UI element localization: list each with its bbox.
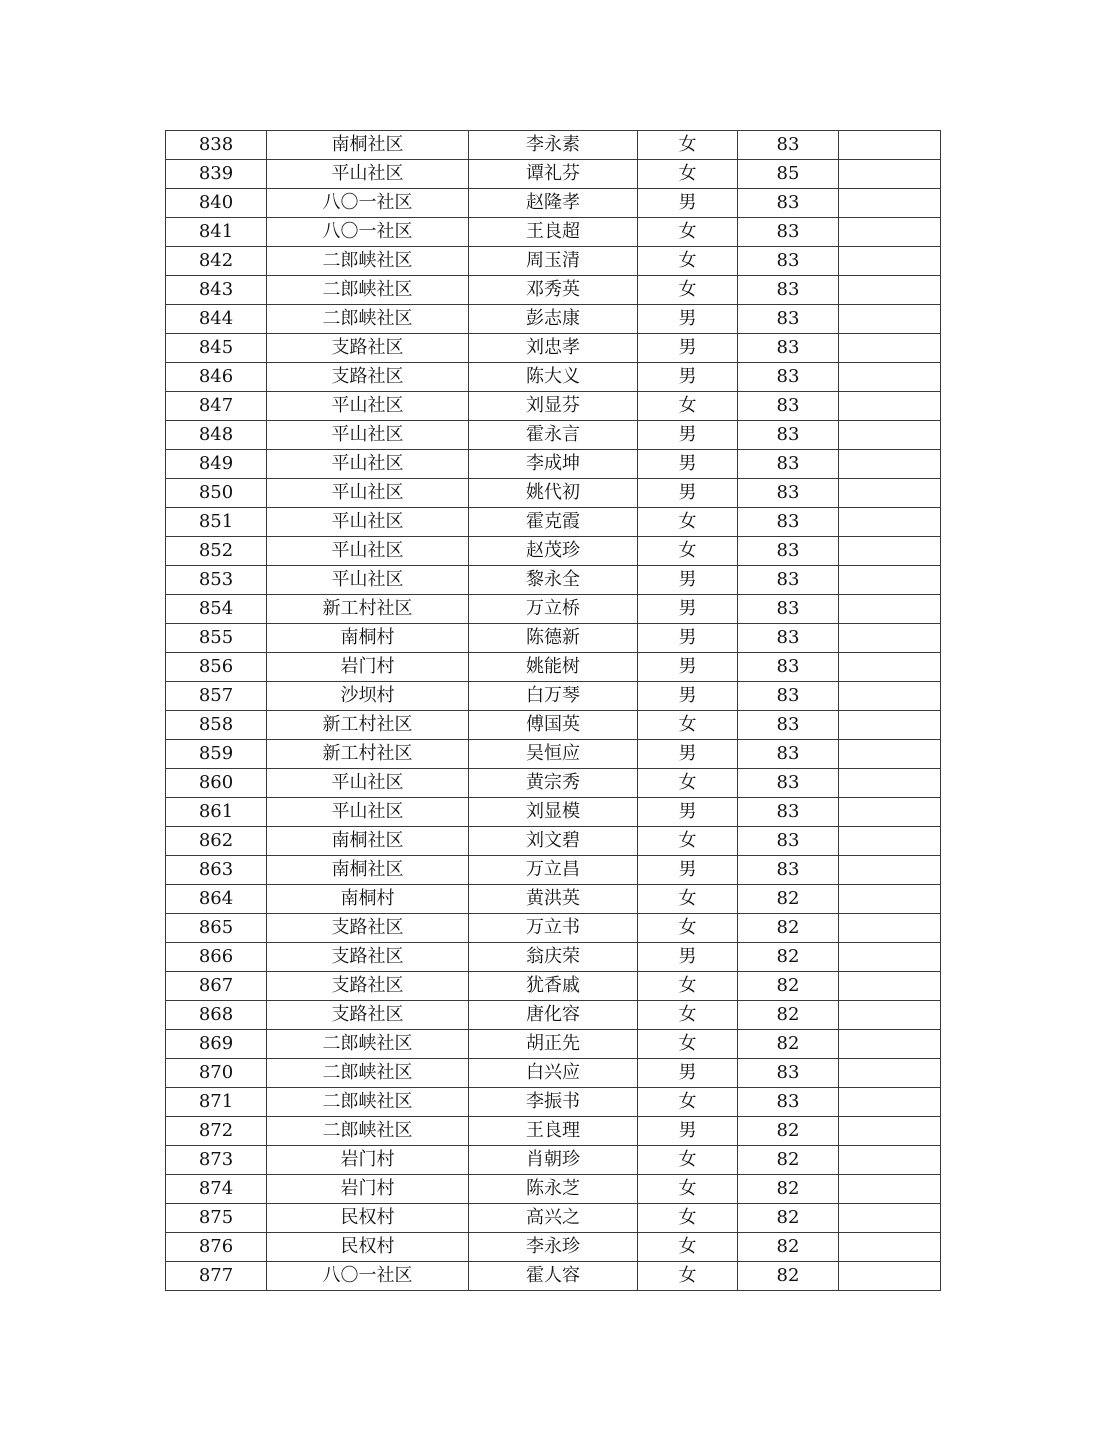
age-cell: 83 — [738, 131, 839, 160]
row-number-cell: 853 — [166, 566, 267, 595]
age-cell: 83 — [738, 334, 839, 363]
table-row — [166, 537, 941, 566]
community-cell: 平山社区 — [267, 392, 469, 421]
community-cell: 南桐村 — [267, 885, 469, 914]
table-row — [166, 798, 941, 827]
table-row — [166, 218, 941, 247]
age-cell: 83 — [738, 740, 839, 769]
gender-cell: 男 — [638, 682, 738, 711]
community-cell: 平山社区 — [267, 508, 469, 537]
table-row — [166, 1030, 941, 1059]
note-cell — [839, 218, 941, 247]
age-cell: 83 — [738, 595, 839, 624]
gender-cell: 男 — [638, 450, 738, 479]
row-number-cell: 841 — [166, 218, 267, 247]
table-row — [166, 160, 941, 189]
gender-cell: 男 — [638, 421, 738, 450]
name-cell: 傅国英 — [469, 711, 638, 740]
note-cell — [839, 450, 941, 479]
community-cell: 平山社区 — [267, 450, 469, 479]
note-cell — [839, 392, 941, 421]
note-cell — [839, 798, 941, 827]
community-cell: 二郎峡社区 — [267, 1117, 469, 1146]
note-cell — [839, 1146, 941, 1175]
gender-cell: 女 — [638, 1146, 738, 1175]
table-row — [166, 1233, 941, 1262]
note-cell — [839, 334, 941, 363]
age-cell: 83 — [738, 508, 839, 537]
row-number-cell: 875 — [166, 1204, 267, 1233]
name-cell: 高兴之 — [469, 1204, 638, 1233]
gender-cell: 女 — [638, 1204, 738, 1233]
table-row — [166, 682, 941, 711]
row-number-cell: 851 — [166, 508, 267, 537]
age-cell: 83 — [738, 218, 839, 247]
table-row — [166, 595, 941, 624]
row-number-cell: 871 — [166, 1088, 267, 1117]
note-cell — [839, 1117, 941, 1146]
community-cell: 南桐社区 — [267, 827, 469, 856]
note-cell — [839, 1001, 941, 1030]
name-cell: 黄宗秀 — [469, 769, 638, 798]
table-row — [166, 363, 941, 392]
note-cell — [839, 1204, 941, 1233]
age-cell: 83 — [738, 479, 839, 508]
note-cell — [839, 769, 941, 798]
gender-cell: 女 — [638, 1001, 738, 1030]
name-cell: 犹香戚 — [469, 972, 638, 1001]
row-number-cell: 840 — [166, 189, 267, 218]
community-cell: 支路社区 — [267, 943, 469, 972]
name-cell: 刘显模 — [469, 798, 638, 827]
row-number-cell: 872 — [166, 1117, 267, 1146]
name-cell: 王良超 — [469, 218, 638, 247]
age-cell: 82 — [738, 1175, 839, 1204]
age-cell: 82 — [738, 1233, 839, 1262]
age-cell: 83 — [738, 392, 839, 421]
note-cell — [839, 943, 941, 972]
gender-cell: 男 — [638, 856, 738, 885]
note-cell — [839, 856, 941, 885]
community-cell: 岩门村 — [267, 1146, 469, 1175]
row-number-cell: 838 — [166, 131, 267, 160]
note-cell — [839, 566, 941, 595]
table-row — [166, 1262, 941, 1291]
community-cell: 新工村社区 — [267, 740, 469, 769]
table-row — [166, 711, 941, 740]
gender-cell: 女 — [638, 160, 738, 189]
community-cell: 支路社区 — [267, 914, 469, 943]
name-cell: 唐化容 — [469, 1001, 638, 1030]
name-cell: 王良理 — [469, 1117, 638, 1146]
table-row — [166, 479, 941, 508]
gender-cell: 男 — [638, 305, 738, 334]
gender-cell: 女 — [638, 711, 738, 740]
age-cell: 82 — [738, 885, 839, 914]
table-row — [166, 856, 941, 885]
age-cell: 83 — [738, 305, 839, 334]
age-cell: 82 — [738, 972, 839, 1001]
age-cell: 83 — [738, 450, 839, 479]
row-number-cell: 846 — [166, 363, 267, 392]
age-cell: 82 — [738, 943, 839, 972]
row-number-cell: 856 — [166, 653, 267, 682]
table-row — [166, 914, 941, 943]
row-number-cell: 844 — [166, 305, 267, 334]
age-cell: 83 — [738, 682, 839, 711]
name-cell: 李永素 — [469, 131, 638, 160]
age-cell: 83 — [738, 189, 839, 218]
name-cell: 彭志康 — [469, 305, 638, 334]
gender-cell: 男 — [638, 479, 738, 508]
gender-cell: 男 — [638, 595, 738, 624]
table-row — [166, 885, 941, 914]
table-row — [166, 334, 941, 363]
age-cell: 85 — [738, 160, 839, 189]
row-number-cell: 867 — [166, 972, 267, 1001]
note-cell — [839, 972, 941, 1001]
community-cell: 支路社区 — [267, 972, 469, 1001]
name-cell: 姚代初 — [469, 479, 638, 508]
note-cell — [839, 247, 941, 276]
note-cell — [839, 1059, 941, 1088]
age-cell: 83 — [738, 1059, 839, 1088]
note-cell — [839, 711, 941, 740]
note-cell — [839, 479, 941, 508]
age-cell: 82 — [738, 1262, 839, 1291]
note-cell — [839, 1233, 941, 1262]
row-number-cell: 874 — [166, 1175, 267, 1204]
row-number-cell: 847 — [166, 392, 267, 421]
table-row — [166, 653, 941, 682]
gender-cell: 男 — [638, 334, 738, 363]
note-cell — [839, 624, 941, 653]
community-cell: 岩门村 — [267, 1175, 469, 1204]
row-number-cell: 865 — [166, 914, 267, 943]
community-cell: 二郎峡社区 — [267, 247, 469, 276]
gender-cell: 女 — [638, 131, 738, 160]
name-cell: 肖朝珍 — [469, 1146, 638, 1175]
name-cell: 谭礼芬 — [469, 160, 638, 189]
note-cell — [839, 885, 941, 914]
note-cell — [839, 189, 941, 218]
name-cell: 赵隆孝 — [469, 189, 638, 218]
community-cell: 新工村社区 — [267, 711, 469, 740]
gender-cell: 女 — [638, 1030, 738, 1059]
table-row — [166, 1146, 941, 1175]
gender-cell: 女 — [638, 1262, 738, 1291]
community-cell: 二郎峡社区 — [267, 1030, 469, 1059]
note-cell — [839, 363, 941, 392]
age-cell: 83 — [738, 711, 839, 740]
community-cell: 支路社区 — [267, 363, 469, 392]
age-cell: 83 — [738, 276, 839, 305]
name-cell: 吴恒应 — [469, 740, 638, 769]
table-row — [166, 1175, 941, 1204]
row-number-cell: 860 — [166, 769, 267, 798]
age-cell: 83 — [738, 798, 839, 827]
community-cell: 支路社区 — [267, 334, 469, 363]
note-cell — [839, 827, 941, 856]
table-row — [166, 421, 941, 450]
name-cell: 霍克霞 — [469, 508, 638, 537]
gender-cell: 女 — [638, 508, 738, 537]
age-cell: 83 — [738, 856, 839, 885]
table-row — [166, 131, 941, 160]
name-cell: 胡正先 — [469, 1030, 638, 1059]
note-cell — [839, 1262, 941, 1291]
note-cell — [839, 914, 941, 943]
age-cell: 83 — [738, 566, 839, 595]
row-number-cell: 876 — [166, 1233, 267, 1262]
community-cell: 民权村 — [267, 1204, 469, 1233]
roster-body — [166, 131, 941, 1291]
table-row — [166, 508, 941, 537]
community-cell: 南桐社区 — [267, 131, 469, 160]
gender-cell: 女 — [638, 885, 738, 914]
age-cell: 82 — [738, 1030, 839, 1059]
gender-cell: 男 — [638, 363, 738, 392]
row-number-cell: 839 — [166, 160, 267, 189]
name-cell: 李永珍 — [469, 1233, 638, 1262]
table-row — [166, 1088, 941, 1117]
row-number-cell: 877 — [166, 1262, 267, 1291]
name-cell: 邓秀英 — [469, 276, 638, 305]
age-cell: 83 — [738, 769, 839, 798]
table-row — [166, 943, 941, 972]
table-row — [166, 392, 941, 421]
table-row — [166, 276, 941, 305]
gender-cell: 男 — [638, 798, 738, 827]
age-cell: 83 — [738, 624, 839, 653]
name-cell: 李成坤 — [469, 450, 638, 479]
community-cell: 二郎峡社区 — [267, 1088, 469, 1117]
age-cell: 83 — [738, 421, 839, 450]
age-cell: 82 — [738, 1117, 839, 1146]
note-cell — [839, 1088, 941, 1117]
community-cell: 岩门村 — [267, 653, 469, 682]
table-row — [166, 1001, 941, 1030]
row-number-cell: 843 — [166, 276, 267, 305]
note-cell — [839, 508, 941, 537]
gender-cell: 男 — [638, 566, 738, 595]
gender-cell: 女 — [638, 276, 738, 305]
name-cell: 霍永言 — [469, 421, 638, 450]
age-cell: 83 — [738, 1088, 839, 1117]
name-cell: 万立书 — [469, 914, 638, 943]
community-cell: 平山社区 — [267, 537, 469, 566]
row-number-cell: 848 — [166, 421, 267, 450]
row-number-cell: 870 — [166, 1059, 267, 1088]
community-cell: 沙坝村 — [267, 682, 469, 711]
community-cell: 平山社区 — [267, 769, 469, 798]
row-number-cell: 863 — [166, 856, 267, 885]
name-cell: 白兴应 — [469, 1059, 638, 1088]
community-cell: 平山社区 — [267, 479, 469, 508]
age-cell: 83 — [738, 827, 839, 856]
name-cell: 翁庆荣 — [469, 943, 638, 972]
row-number-cell: 858 — [166, 711, 267, 740]
gender-cell: 男 — [638, 624, 738, 653]
row-number-cell: 861 — [166, 798, 267, 827]
table-row — [166, 566, 941, 595]
note-cell — [839, 537, 941, 566]
name-cell: 刘显芬 — [469, 392, 638, 421]
name-cell: 刘忠孝 — [469, 334, 638, 363]
row-number-cell: 864 — [166, 885, 267, 914]
gender-cell: 女 — [638, 247, 738, 276]
table-row — [166, 827, 941, 856]
gender-cell: 男 — [638, 943, 738, 972]
note-cell — [839, 682, 941, 711]
age-cell: 83 — [738, 537, 839, 566]
gender-cell: 女 — [638, 769, 738, 798]
age-cell: 83 — [738, 247, 839, 276]
community-cell: 新工村社区 — [267, 595, 469, 624]
gender-cell: 女 — [638, 972, 738, 1001]
name-cell: 黎永全 — [469, 566, 638, 595]
community-cell: 民权村 — [267, 1233, 469, 1262]
table-row — [166, 1117, 941, 1146]
table-row — [166, 769, 941, 798]
age-cell: 82 — [738, 1146, 839, 1175]
name-cell: 黄洪英 — [469, 885, 638, 914]
name-cell: 万立昌 — [469, 856, 638, 885]
note-cell — [839, 276, 941, 305]
note-cell — [839, 740, 941, 769]
gender-cell: 女 — [638, 218, 738, 247]
note-cell — [839, 421, 941, 450]
community-cell: 支路社区 — [267, 1001, 469, 1030]
row-number-cell: 868 — [166, 1001, 267, 1030]
table-row — [166, 740, 941, 769]
gender-cell: 女 — [638, 1175, 738, 1204]
note-cell — [839, 160, 941, 189]
row-number-cell: 859 — [166, 740, 267, 769]
table-row — [166, 189, 941, 218]
gender-cell: 女 — [638, 827, 738, 856]
note-cell — [839, 653, 941, 682]
gender-cell: 女 — [638, 537, 738, 566]
community-cell: 二郎峡社区 — [267, 1059, 469, 1088]
table-row — [166, 305, 941, 334]
note-cell — [839, 595, 941, 624]
gender-cell: 男 — [638, 1117, 738, 1146]
name-cell: 陈永芝 — [469, 1175, 638, 1204]
gender-cell: 男 — [638, 740, 738, 769]
gender-cell: 女 — [638, 914, 738, 943]
community-cell: 南桐社区 — [267, 856, 469, 885]
table-row — [166, 972, 941, 1001]
roster-table — [165, 130, 941, 1291]
community-cell: 二郎峡社区 — [267, 305, 469, 334]
community-cell: 平山社区 — [267, 566, 469, 595]
gender-cell: 女 — [638, 392, 738, 421]
table-row — [166, 247, 941, 276]
note-cell — [839, 305, 941, 334]
community-cell: 八〇一社区 — [267, 189, 469, 218]
name-cell: 李振书 — [469, 1088, 638, 1117]
row-number-cell: 845 — [166, 334, 267, 363]
gender-cell: 女 — [638, 1088, 738, 1117]
row-number-cell: 869 — [166, 1030, 267, 1059]
community-cell: 八〇一社区 — [267, 218, 469, 247]
table-row — [166, 1059, 941, 1088]
name-cell: 姚能树 — [469, 653, 638, 682]
row-number-cell: 852 — [166, 537, 267, 566]
age-cell: 83 — [738, 363, 839, 392]
community-cell: 平山社区 — [267, 421, 469, 450]
note-cell — [839, 1030, 941, 1059]
row-number-cell: 850 — [166, 479, 267, 508]
table-row — [166, 624, 941, 653]
name-cell: 陈德新 — [469, 624, 638, 653]
name-cell: 霍人容 — [469, 1262, 638, 1291]
name-cell: 刘文碧 — [469, 827, 638, 856]
age-cell: 83 — [738, 653, 839, 682]
gender-cell: 女 — [638, 1233, 738, 1262]
name-cell: 赵茂珍 — [469, 537, 638, 566]
name-cell: 陈大义 — [469, 363, 638, 392]
row-number-cell: 849 — [166, 450, 267, 479]
row-number-cell: 857 — [166, 682, 267, 711]
name-cell: 白万琴 — [469, 682, 638, 711]
table-row — [166, 1204, 941, 1233]
community-cell: 二郎峡社区 — [267, 276, 469, 305]
note-cell — [839, 1175, 941, 1204]
table-row — [166, 450, 941, 479]
age-cell: 82 — [738, 1001, 839, 1030]
row-number-cell: 842 — [166, 247, 267, 276]
gender-cell: 男 — [638, 653, 738, 682]
age-cell: 82 — [738, 914, 839, 943]
community-cell: 平山社区 — [267, 160, 469, 189]
name-cell: 周玉清 — [469, 247, 638, 276]
gender-cell: 男 — [638, 189, 738, 218]
age-cell: 82 — [738, 1204, 839, 1233]
gender-cell: 男 — [638, 1059, 738, 1088]
note-cell — [839, 131, 941, 160]
row-number-cell: 866 — [166, 943, 267, 972]
community-cell: 平山社区 — [267, 798, 469, 827]
row-number-cell: 862 — [166, 827, 267, 856]
row-number-cell: 854 — [166, 595, 267, 624]
row-number-cell: 855 — [166, 624, 267, 653]
community-cell: 八〇一社区 — [267, 1262, 469, 1291]
row-number-cell: 873 — [166, 1146, 267, 1175]
name-cell: 万立桥 — [469, 595, 638, 624]
community-cell: 南桐村 — [267, 624, 469, 653]
